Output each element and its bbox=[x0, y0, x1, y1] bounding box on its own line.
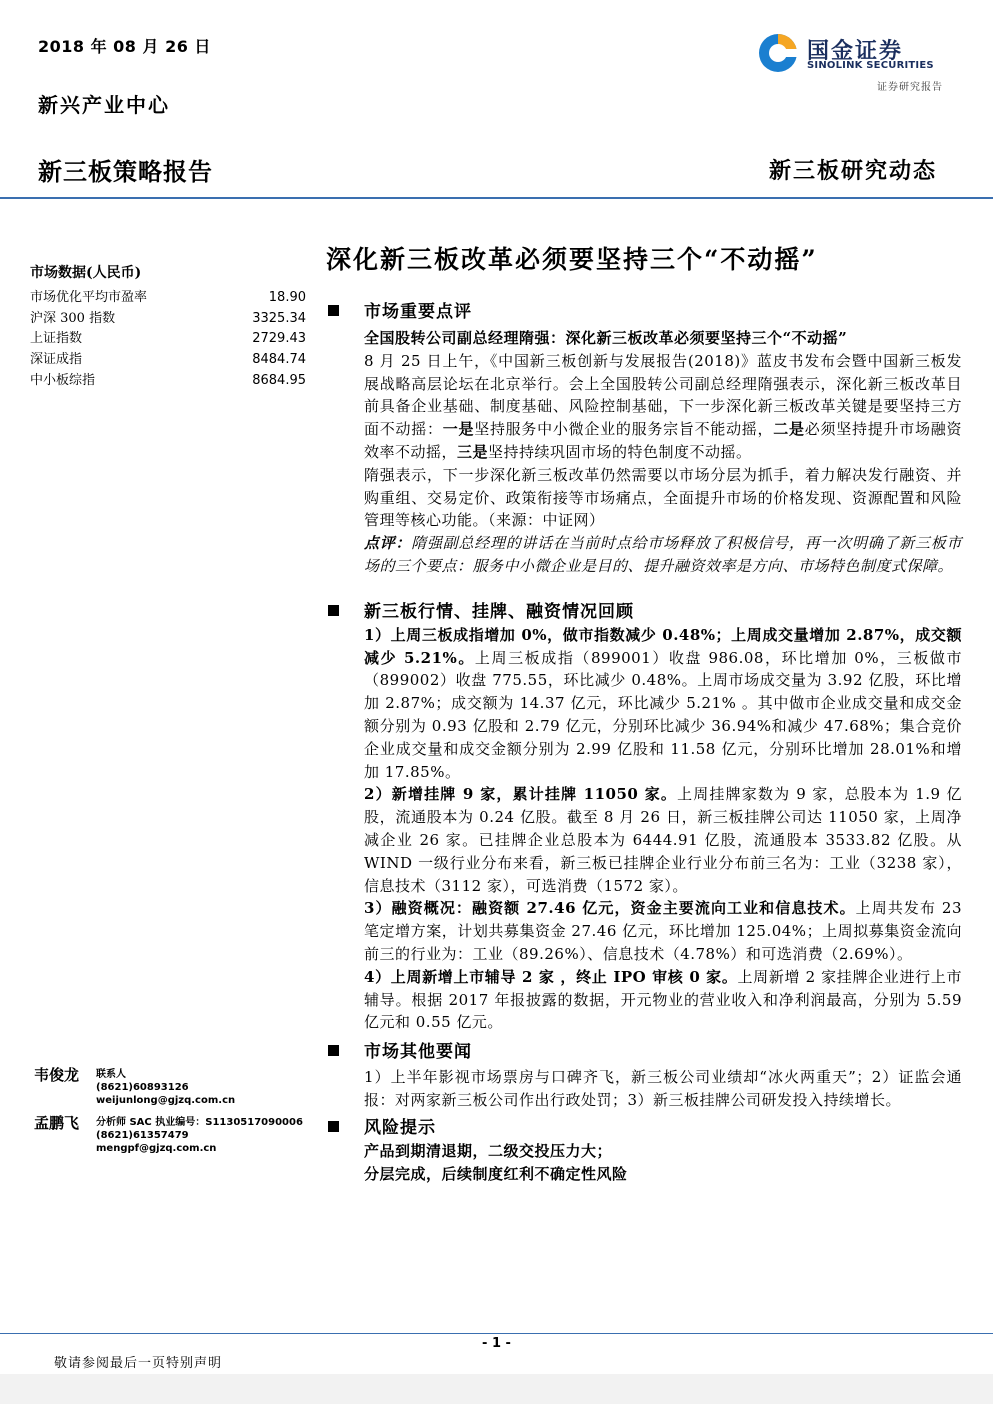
author-phone: (8621)60893126 bbox=[96, 1082, 189, 1093]
report-date: 2018 年 08 月 26 日 bbox=[38, 37, 211, 56]
footer-bar bbox=[0, 1374, 993, 1404]
company-logo bbox=[757, 32, 947, 80]
section-heading: 市场重要点评 bbox=[364, 302, 472, 322]
disclaimer-note: 敬请参阅最后一页特别声明 bbox=[54, 1356, 223, 1371]
paragraph-text: 坚持持续巩固市场的特色制度不动摇。 bbox=[488, 442, 752, 461]
square-bullet-icon bbox=[328, 605, 339, 616]
market-data-row bbox=[30, 329, 306, 350]
review-item-text: 上周新增 2 家挂牌企业进行上市辅导。根据 2017 年报披露的数据，开元物业的营业收入和净利润最高，分别为 5.59 亿元和 0.55 亿元。 bbox=[364, 967, 962, 1032]
comment-paragraph bbox=[364, 532, 962, 578]
sinolink-logo-icon bbox=[757, 32, 799, 74]
author-role: 联系人 bbox=[96, 1069, 126, 1080]
comment-text: 隋强副总经理的讲话在当前时点给市场释放了积极信号，再一次明确了新三板市场的三个要点：服务中小微企业是目的、提升融资效率是方向、市场特色制度式保障。 bbox=[364, 534, 962, 575]
review-item-text: 上周三板成指（899001）收盘 986.08，环比增加 0%，三板做市（899002）收盘 775.55，环比减少 0.48%。上周市场成交量为 3.92 亿股，环比增加 2.87%；成交额为 14.37 亿元，环比减少 5.21% 。其中做市企业成交量和成交金额分别为 0.93 亿股和 2.79 亿元，分别环比减少 36.94%和减少 47.68%；集合竞价企业成交量和成交金额分别为 2.99 亿股和 11.58 亿元，分别环比增加 28.01%和增加 17.85%。 bbox=[364, 648, 962, 781]
review-item bbox=[364, 624, 962, 784]
section-market-review bbox=[328, 600, 962, 1034]
author-role: 分析师 SAC 执业编号：S1130517090006 bbox=[96, 1117, 303, 1128]
square-bullet-icon bbox=[328, 1045, 339, 1056]
section-heading: 市场其他要闻 bbox=[364, 1042, 472, 1063]
report-series-title: 新三板研究动态 bbox=[768, 158, 937, 184]
review-item bbox=[364, 783, 962, 897]
market-data-row bbox=[30, 309, 306, 330]
review-item bbox=[364, 897, 962, 965]
logo-text-en: SINOLINK SECURITIES bbox=[807, 60, 934, 71]
market-data-value: 2729.43 bbox=[252, 331, 306, 347]
research-center: 新兴产业中心 bbox=[38, 93, 170, 117]
paragraph-text: 8 月 25 日上午，《中国新三板创新与发展报告(2018)》蓝皮书发布会暨中国新三板发展战略高层论坛在北京举行。会上全国股转公司副总经理隋强表示，深化新三板改革目前具备企业基础、制度基础、风险控制基础，下一步深化新三板改革关键是要坚持三方面不动摇： bbox=[364, 351, 962, 439]
author-email[interactable]: weijunlong@gjzq.com.cn bbox=[96, 1095, 236, 1106]
square-bullet-icon bbox=[328, 305, 339, 316]
paragraph bbox=[364, 350, 962, 464]
paragraph: 隋强表示，下一步深化新三板改革仍然需要以市场分层为抓手，着力解决发行融资、并购重组、交易定价、政策衔接等市场痛点，全面提升市场的价格发现、资源配置和风险管理等核心功能。（来源：中证网） bbox=[364, 465, 962, 530]
market-data-value: 3325.34 bbox=[252, 310, 306, 326]
report-type: 新三板策略报告 bbox=[38, 158, 213, 186]
risk-item: 产品到期清退期，二级交投压力大； bbox=[364, 1141, 613, 1160]
paragraph-text: 必须坚持提升市场融资效率不动摇， bbox=[364, 420, 962, 461]
section-heading: 新三板行情、挂牌、融资情况回顾 bbox=[364, 601, 634, 622]
author-entry bbox=[34, 1112, 314, 1160]
market-data-row bbox=[30, 350, 306, 371]
market-data-label: 中小板综指 bbox=[30, 372, 96, 388]
footer-divider bbox=[0, 1333, 993, 1334]
section-risk bbox=[328, 1116, 962, 1186]
review-item-text: 上周共发布 23 笔定增方案，计划共募集资金 27.46 亿元，环比增加 125.04%；上周拟募集资金流向前三的行业为：工业（89.26%）、信息技术（4.78%）和可选消费（2.69%）。 bbox=[364, 899, 963, 963]
report-body bbox=[328, 300, 962, 1185]
emphasis-text: 一是 bbox=[442, 420, 475, 439]
logo-subtitle: 证券研究报告 bbox=[877, 82, 943, 93]
market-data-label: 深证成指 bbox=[30, 352, 83, 368]
market-data-value: 8484.74 bbox=[252, 352, 306, 368]
market-data-row bbox=[30, 371, 306, 392]
market-data-label: 市场优化平均市盈率 bbox=[30, 290, 148, 305]
risk-item: 分层完成，后续制度红利不确定性风险 bbox=[364, 1164, 628, 1183]
market-data-label: 沪深 300 指数 bbox=[30, 310, 116, 326]
emphasis-text: 三是 bbox=[457, 442, 489, 461]
market-data-row bbox=[30, 288, 306, 309]
market-data-label: 上证指数 bbox=[30, 331, 83, 347]
author-info bbox=[96, 1068, 235, 1107]
section-subheading: 全国股转公司副总经理隋强：深化新三板改革必须要坚持三个“不动摇” bbox=[364, 329, 848, 347]
author-info bbox=[96, 1116, 303, 1155]
comment-label: 点评： bbox=[364, 534, 412, 553]
review-item-title: 1）上周三板成指增加 0%，做市指数减少 0.48%；上周成交量增加 2.87%，成交额减少 5.21%。 bbox=[364, 625, 962, 667]
author-phone: (8621)61357479 bbox=[96, 1130, 189, 1141]
review-item-text: 上周挂牌家数为 9 家，总股本为 1.9 亿股，流通股本为 0.24 亿股。截至 8 月 26 日，新三板挂牌公司达 11050 家，上周净减企业 26 家。已挂牌企业总股本为 6444.91 亿股，流通股本 3533.82 亿股。从 WIND 一级行业分布来看，新三板已挂牌企业行业分布前三名为：工业（3238 家），信息技术（3112 家），可选消费（1572 家）。 bbox=[364, 785, 962, 895]
review-item-title: 3）融资概况：融资额 27.46 亿元，资金主要流向工业和信息技术。 bbox=[364, 899, 856, 918]
author-entry bbox=[34, 1064, 314, 1112]
square-bullet-icon bbox=[328, 1121, 339, 1132]
main-title: 深化新三板改革必须要坚持三个“不动摇” bbox=[326, 245, 818, 274]
paragraph-text: 坚持服务中小微企业的服务宗旨不能动摇， bbox=[474, 420, 774, 439]
market-data-heading: 市场数据(人民币) bbox=[30, 265, 142, 281]
authors-panel bbox=[34, 1064, 314, 1160]
page-number: - 1 - bbox=[482, 1336, 511, 1351]
author-name: 孟鹏飞 bbox=[34, 1114, 80, 1132]
author-name: 韦俊龙 bbox=[34, 1066, 80, 1084]
market-data-panel bbox=[30, 262, 306, 392]
author-email[interactable]: mengpf@gjzq.com.cn bbox=[96, 1143, 217, 1154]
review-item-title: 4）上周新增上市辅导 2 家 ，终止 IPO 审核 0 家。 bbox=[364, 967, 738, 986]
emphasis-text: 二是 bbox=[773, 420, 805, 439]
section-market-comment bbox=[328, 300, 962, 578]
market-data-value: 8684.95 bbox=[252, 372, 306, 388]
section-other-news bbox=[328, 1040, 962, 1112]
market-data-value: 18.90 bbox=[268, 290, 306, 305]
header-divider bbox=[0, 197, 993, 199]
paragraph: 1）上半年影视市场票房与口碑齐飞，新三板公司业绩却“冰火两重天”；2）证监会通报：对两家新三板公司作出行政处罚；3）新三板挂牌公司研发投入持续增长。 bbox=[364, 1068, 962, 1109]
section-heading: 风险提示 bbox=[364, 1117, 436, 1138]
logo-text-cn: 国金证券 bbox=[807, 39, 904, 64]
review-item-title: 2）新增挂牌 9 家，累计挂牌 11050 家。 bbox=[364, 785, 678, 804]
review-item bbox=[364, 966, 962, 1034]
